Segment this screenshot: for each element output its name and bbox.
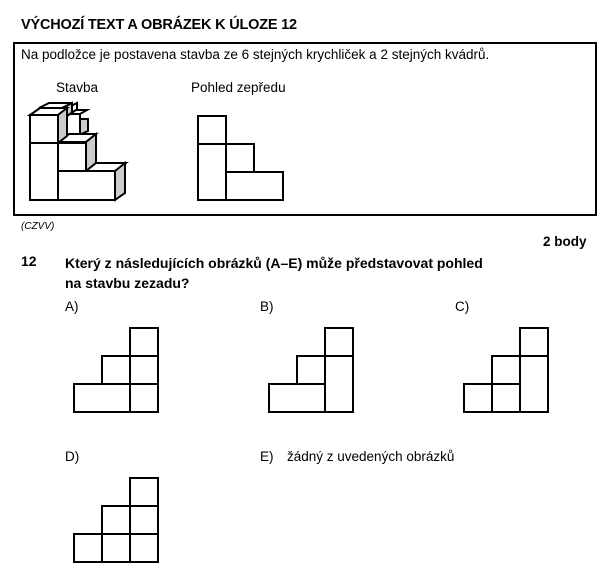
option-b-label[interactable]: B) — [260, 299, 274, 314]
question-line-1: Který z následujících obrázků (A–E) může představovat pohled — [65, 255, 483, 271]
option-a-figure[interactable] — [73, 327, 163, 417]
option-c-figure[interactable] — [463, 327, 553, 417]
option-e-text[interactable]: žádný z uvedených obrázků — [287, 449, 455, 464]
question-line-2: na stavbu zezadu? — [65, 275, 190, 291]
intro-text: Na podložce je postavena stavba ze 6 stejných krychliček a 2 stejných kvádrů. — [21, 47, 490, 62]
building-label: Stavba — [56, 80, 99, 95]
option-e-label[interactable]: E) — [260, 449, 274, 464]
section-title: VÝCHOZÍ TEXT A OBRÁZEK K ÚLOZE 12 — [21, 17, 297, 33]
question-number: 12 — [21, 253, 37, 269]
option-c-label[interactable]: C) — [455, 299, 470, 314]
source-note: (CZVV) — [21, 221, 55, 232]
question-text — [65, 253, 535, 293]
option-d-figure[interactable] — [73, 477, 163, 567]
points-badge: 2 body — [543, 234, 587, 249]
front-view-label: Pohled zepředu — [191, 80, 286, 95]
option-a-label[interactable]: A) — [65, 299, 79, 314]
option-d-label[interactable]: D) — [65, 449, 80, 464]
front-view-figure — [197, 115, 287, 205]
option-b-figure[interactable] — [268, 327, 358, 417]
